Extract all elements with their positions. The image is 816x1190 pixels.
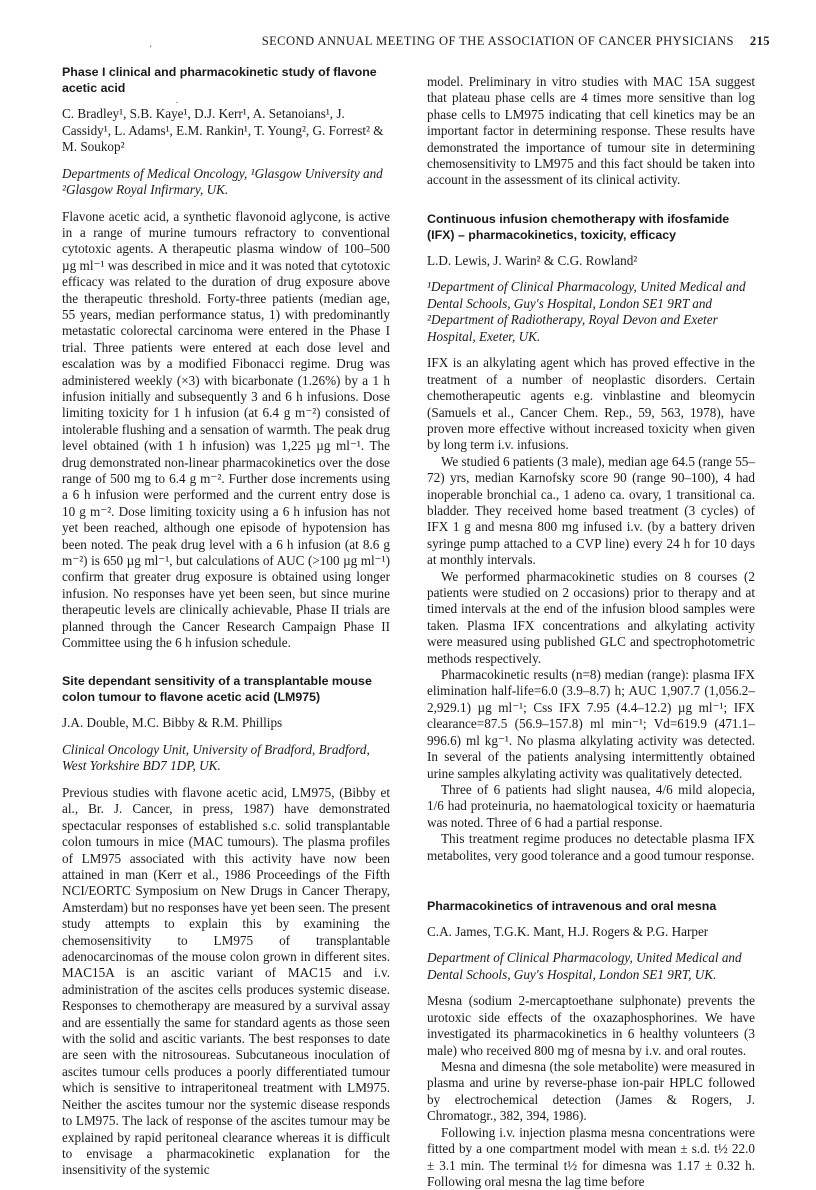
article-ifosfamide-infusion	[427, 211, 755, 864]
running-header	[70, 34, 770, 49]
abstract-paragraph: Mesna and dimesna (the sole metabolite) were measured in plasma and urine by reverse-phase ion-pair HPLC followed by electrochemical detection (James & Rogers, J. Chromatogr., 382, 394, 1986).	[427, 1059, 755, 1124]
abstract-paragraph: IFX is an alkylating agent which has proved effective in the treatment of a number of neoplastic disorders. Certain chemotherapeutic agents e.g. vinblastine and bleomycin (Samuels et al., Cancer Chem. Rep., 59, 563, 1978), have proven more effective without increased toxicity when given by long term i.v. infusions.	[427, 355, 755, 453]
article-site-dependant-sensitivity	[62, 673, 390, 1178]
article-affiliation: Department of Clinical Pharmacology, United Medical and Dental Schools, Guy's Hospital, London SE1 9RT, UK.	[427, 950, 742, 982]
abstract-paragraph: This treatment regime produces no detectable plasma IFX metabolites, very good tolerance and a good tumour response.	[427, 831, 755, 863]
article-authors: C.A. James, T.G.K. Mant, H.J. Rogers & P.G. Harper	[427, 923, 709, 939]
scan-mark: .	[176, 96, 178, 105]
article-affiliation: Clinical Oncology Unit, University of Bradford, Bradford, West Yorkshire BD7 1DP, UK.	[62, 741, 370, 774]
article-title: Pharmacokinetics of intravenous and oral mesna	[427, 898, 717, 913]
article-authors: C. Bradley¹, S.B. Kaye¹, D.J. Kerr¹, A. Setanoians¹, J. Cassidy¹, L. Adams¹, E.M. Rankin¹, T. Young², G. Forrest² & M. Soukop²	[62, 106, 384, 154]
abstract-paragraph: We studied 6 patients (3 male), median age 64.5 (range 55–72) yrs, median Karnofsky score 90 (range 90–100), 4 had inoperable bronchial ca., 1 adeno ca. ovary, 1 transitional ca. bladder. They received home based treatment (3 cycles) of IFX 1 g and mesna 800 mg infused i.v. (by a battery driven syringe pump attached to a CVP line) every 24 h for 10 days at monthly intervals.	[427, 453, 755, 568]
article-authors: L.D. Lewis, J. Warin² & C.G. Rowland²	[427, 252, 638, 268]
running-title: SECOND ANNUAL MEETING OF THE ASSOCIATION OF CANCER PHYSICIANS	[261, 34, 734, 48]
article-affiliation: Departments of Medical Oncology, ¹Glasgow University and ²Glasgow Royal Infirmary, UK.	[62, 165, 383, 197]
article-affiliation: ¹Department of Clinical Pharmacology, United Medical and Dental Schools, Guy's Hospital, London SE1 9RT and ²Department of Radiotherapy, Royal Devon and Exeter Hospital, Exeter, UK.	[427, 279, 746, 344]
article-flavone-phase-i	[62, 64, 390, 651]
abstract-paragraph: Three of 6 patients had slight nausea, 4/6 mild alopecia, 1/6 had proteinuria, no haematological toxicity or haematuria was noted. Three of 6 had a partial response.	[427, 781, 755, 830]
abstract-paragraph: Following i.v. injection plasma mesna concentrations were fitted by a one compartment model with mean ± s.d. t½ 22.0 ± 3.1 min. The terminal t½ for dimesna was 1.17 ± 0.32 h. Following oral mesna the lag time before	[427, 1124, 755, 1189]
abstract-paragraph: Previous studies with flavone acetic acid, LM975, (Bibby et al., Br. J. Cancer, in press, 1987) have demonstrated spectacular responses of established s.c. solid transplantable colon tumours in mice (MAC tumours). The plasma profiles of LM975 associated with this activity have now been attained in man (Kerr et al., 1986 Proceedings of the Fifth NCI/EORTC Symposium on New Drugs in Cancer Therapy, Amsterdam) but no responses have yet been seen. The present study attempts to explain this by examining the chemosensitivity to LM975 of transplantable adenocarcinomas of the mouse colon grown in different sites. MAC15A is an ascitic variant of MAC15 and i.v. administration of the ascites cells produces systemic disease. Responses to chemotherapy are measured by a survival assay and are essentially the same for standard agents as those seen with the solid and ascitic variants. The best responses to date are seen with the nitrosoureas. Subcutaneous inoculation of ascites tumour cells produces a poorly differentiated tumour which is sensitive to intraperitoneal treatment with LM975. Neither the ascites tumour nor the systemic disease responds to LM975. The lack of response of the ascites tumour may be explained by rapid peritoneal clearance whereas it is difficult to envisage a pharmacokinetic explanation for the insensitivity of the systemic	[62, 784, 390, 1178]
abstract-paragraph: We performed pharmacokinetic studies on 8 courses (2 patients were studied on 2 occasions) prior to therapy and at timed intervals at the end of the infusion blood samples were taken. Plasma IFX concentrations and alkylating activity were measured using published GLC and spectrophotometric methods respectively.	[427, 568, 755, 666]
left-column	[62, 64, 390, 1179]
scan-mark: '	[150, 44, 152, 53]
article-title: Site dependant sensitivity of a transplantable mouse colon tumour to flavone acetic acid (LM975)	[62, 674, 372, 705]
article-authors: J.A. Double, M.C. Bibby & R.M. Phillips	[62, 715, 283, 731]
abstract-paragraph-continued: model. Preliminary in vitro studies with MAC 15A suggest that plateau phase cells are 4 times more sensitive than log phase cells to LM975 indicating that cell kinetics may be an important factor in determining response. These results have demonstrated the importance of tumour site in determining chemosensitivity to LM975 and this fact should be taken into account in the assessment of its clinical activity.	[427, 74, 755, 188]
abstract-paragraph: Pharmacokinetic results (n=8) median (range): plasma IFX elimination half-life=6.0 (3.9–8.7) h; AUC 1,907.7 (1,056.2–2,929.1) µg ml⁻¹; Css IFX 7.95 (4.4–12.2) µg ml⁻¹; IFX clearance=87.5 (56.9–157.8) ml min⁻¹; Vd=619.9 (471.1–996.6) ml kg⁻¹. No plasma alkylating activity was detected. In several of the patients analysing intermittently obtained urine samples alkylating activity was qualitatively detected.	[427, 667, 755, 781]
page-number: 215	[749, 34, 770, 48]
article-title: Phase I clinical and pharmacokinetic study of flavone acetic acid	[62, 65, 377, 95]
article-mesna-pharmacokinetics	[427, 898, 755, 1190]
abstract-paragraph: Flavone acetic acid, a synthetic flavonoid aglycone, is active in a range of murine tumours refractory to conventional cytotoxic agents. A therapeutic plasma window of 100–500 µg ml⁻¹ was described in mice and it was noted that cytotoxic efficacy was related to the duration of drug exposure above the therapeutic threshold. Forty-three patients (median age, 55 years, median performance status, 1) with predominantly metastatic colorectal carcinoma were entered in the Phase I trial. Three patients were entered at each dose level and escalation was by a modified Fibonacci regime. Drug was administered weekly (×3) with bicarbonate (1.26%) by a 1 h infusion initially and subsequently 3 and 6 h infusions. Dose limiting toxicity for 1 h infusion (at 6.4 g m⁻²) consisted of intolerable flushing and a sensation of warmth. The peak drug level obtained (with 1 h infusion) was 1,225 µg ml⁻¹. The drug demonstrated non-linear pharmacokinetics over the dose range of 500 mg to 6.4 g m⁻². Further dose increments using a 6 h infusion were performed and the current entry dose is 10 g m⁻². Dose limiting toxicity using a 6 h infusion has not yet been reached, although one episode of hypotension has been noted. The peak drug level with a 6 h infusion (at 8.6 g m⁻²) is 650 µg ml⁻¹, but calculations of AUC (>100 µg ml⁻¹) confirm that greater drug exposure is obtained using longer infusion. No responses have yet been seen, but since murine therapeutic levels are clinically achievable, Phase II trials are planned through the Cancer Research Campaign Phase II Committee using the 6 h infusion schedule.	[62, 208, 390, 651]
right-column	[427, 74, 755, 1190]
abstract-paragraph: Mesna (sodium 2-mercaptoethane sulphonate) prevents the urotoxic side effects of the oxazaphosphorines. We have investigated its pharmacokinetics in 6 healthy volunteers (3 male) who received 800 mg of mesna by i.v. and oral routes.	[427, 993, 755, 1058]
article-title: Continuous infusion chemotherapy with ifosfamide (IFX) – pharmacokinetics, toxicity, efficacy	[427, 211, 730, 242]
